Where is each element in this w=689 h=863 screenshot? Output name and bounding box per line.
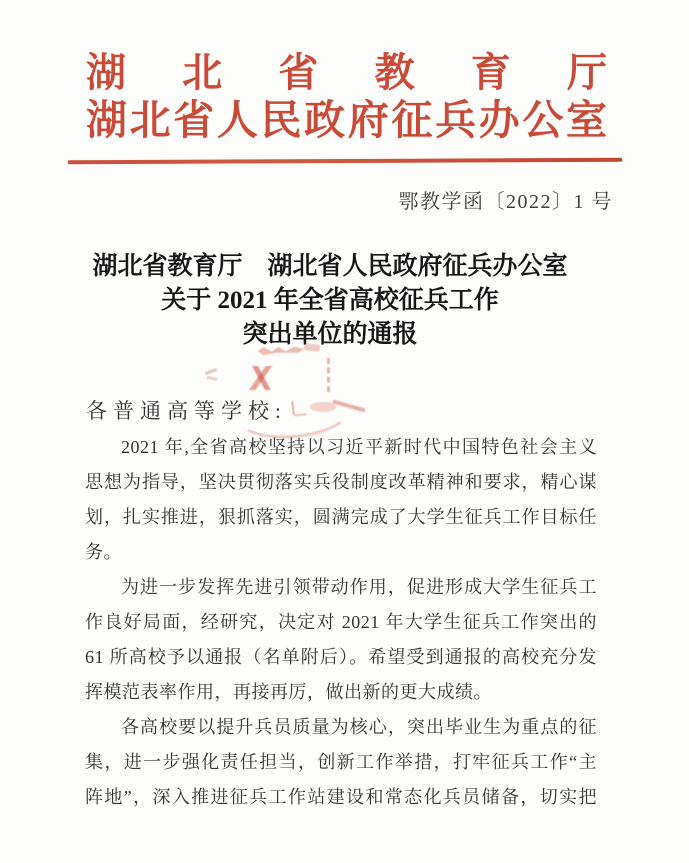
body-paragraph1-line: 思想为指导，坚决贯彻落实兵役制度改革精神和要求，精心谋 xyxy=(85,472,597,492)
body-paragraph2-line: 作良好局面，经研究，决定对 2021 年大学生征兵工作突出的 xyxy=(85,612,597,632)
seal-fragment-stroke xyxy=(207,376,217,381)
body-paragraph2-line: 为进一步发挥先进引领带动作用，促进形成大学生征兵工 xyxy=(121,577,597,597)
body-paragraph1-line: 划，扎实推进，狠抓落实，圆满完成了大学生征兵工作目标任 xyxy=(85,507,597,527)
document-title-line2: 关于 2021 年全省高校征兵工作 xyxy=(161,287,499,314)
official-seal-remnant xyxy=(200,344,375,444)
document-body xyxy=(85,430,597,815)
document-reference-number: 鄂教学函〔2022〕1 号 xyxy=(398,191,613,213)
document-title xyxy=(75,250,585,352)
body-paragraph3-line: 各高校要以提升兵员质量为核心，突出毕业生为重点的征 xyxy=(121,717,597,737)
red-divider-line xyxy=(68,158,622,164)
seal-fragment-bracket-stroke xyxy=(291,399,307,416)
seal-fragment-dashed-stroke xyxy=(327,358,330,392)
body-paragraph1-line: 2021 年,全省高校坚持以习近平新时代中国特色社会主义 xyxy=(121,437,597,457)
seal-fragment-smudge xyxy=(310,402,336,412)
body-paragraph1-line: 务。 xyxy=(85,542,122,562)
body-paragraph3-line: 集，进一步强化责任担当，创新工作举措，打牢征兵工作“主 xyxy=(85,752,597,772)
agency-name-line1: 湖 北 省 教 育 厅 xyxy=(86,50,607,95)
seal-fragment-diagonal-stroke xyxy=(332,399,366,412)
body-paragraph2-line: 61 所高校予以通报（名单附后）。希望受到通报的高校充分发 xyxy=(85,647,597,667)
agency-name-line2: 湖北省人民政府征兵办公室 xyxy=(86,97,607,143)
document-title-line3: 突出单位的通报 xyxy=(242,321,418,348)
document-title-line1: 湖北省教育厅 湖北省人民政府征兵办公室 xyxy=(92,253,568,280)
seal-fragment-stroke xyxy=(205,368,217,375)
body-paragraph3-line: 阵地”，深入推进征兵工作站建设和常态化兵员储备，切实把 xyxy=(85,787,597,807)
body-paragraph2-line: 挥模范表率作用，再接再厉，做出新的更大成绩。 xyxy=(85,682,492,702)
salutation: 各普通高等学校: xyxy=(86,399,287,423)
seal-fragment-cross-stroke xyxy=(246,366,276,390)
